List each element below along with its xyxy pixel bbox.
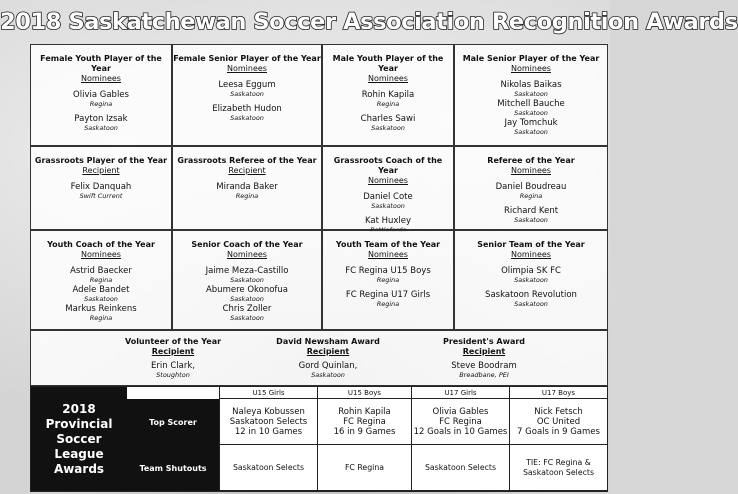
award-name: Chris Zoller	[222, 304, 272, 314]
award-category: Male Youth Player of the Year	[332, 54, 444, 73]
top-scorer-cell	[411, 399, 509, 445]
award-place: Swift Current	[79, 192, 123, 200]
award-name: FC Regina U17 Girls	[345, 290, 431, 300]
special-award-name: Steve Boodram	[451, 361, 517, 371]
award-name: Daniel Boudreau	[495, 182, 567, 192]
award-category: Referee of the Year	[487, 156, 575, 165]
top-scorer-line: FC Regina	[343, 416, 386, 427]
special-award-category: David Newsham Award	[276, 337, 380, 346]
award-place: Regina	[89, 100, 113, 108]
award-name: Felix Danquah	[70, 182, 132, 192]
award-subhead: Nominees	[81, 250, 121, 259]
award-name: Kat Huxley	[364, 216, 412, 226]
award-subhead: Recipient	[82, 166, 120, 175]
award-cell	[30, 230, 172, 330]
award-place: Saskatoon	[230, 114, 264, 122]
award-category: Female Senior Player of the Year	[173, 54, 321, 63]
award-place: Saskatoon	[230, 295, 264, 303]
award-subhead: Recipient	[228, 166, 266, 175]
award-name: Jaime Meza-Castillo	[205, 266, 289, 276]
award-place: Regina	[519, 192, 543, 200]
top-scorer-line: 12 Goals in 10 Games	[413, 426, 508, 437]
award-cell	[322, 146, 454, 230]
award-subhead: Nominees	[368, 250, 408, 259]
award-name: Abumere Okonofua	[205, 285, 289, 295]
award-place: Saskatoon	[514, 128, 548, 136]
special-award	[245, 331, 411, 379]
award-cell	[30, 146, 172, 230]
special-award-category: Volunteer of the Year	[124, 337, 222, 346]
special-award-subhead: Recipient	[462, 347, 506, 356]
award-category: Grassroots Referee of the Year	[177, 156, 317, 165]
award-category: Youth Coach of the Year	[47, 240, 155, 249]
award-cell	[172, 146, 322, 230]
award-name: Daniel Cote	[363, 192, 413, 202]
award-name: Mitchell Bauche	[497, 99, 565, 109]
award-name: Saskatoon Revolution	[485, 290, 577, 300]
award-cell	[172, 230, 322, 330]
top-scorer-cell	[509, 399, 607, 445]
award-place: Regina	[376, 100, 400, 108]
award-name: Miranda Baker	[216, 182, 278, 192]
award-name: Charles Sawi	[360, 114, 416, 124]
award-place: Regina	[235, 192, 259, 200]
award-cell	[30, 44, 172, 146]
award-name: Richard Kent	[503, 206, 559, 216]
award-name: FC Regina U15 Boys	[345, 266, 431, 276]
row-label-top-scorer: Top Scorer	[127, 399, 219, 446]
top-scorer-line: Olivia Gables	[432, 406, 489, 417]
award-name: Olimpia SK FC	[501, 266, 561, 276]
award-place: Saskatoon	[84, 295, 118, 303]
award-name: Leesa Eggum	[218, 80, 276, 90]
team-shutouts-line: Saskatoon Selects	[424, 462, 497, 472]
league-column-header: U15 Girls	[219, 387, 317, 399]
award-place: Saskatoon	[371, 202, 405, 210]
award-place: Saskatoon	[514, 90, 548, 98]
award-place: Regina	[89, 314, 113, 322]
award-subhead: Nominees	[81, 74, 121, 83]
award-category: Grassroots Coach of the Year	[333, 156, 443, 175]
award-name: Olivia Gables	[73, 90, 129, 100]
award-name: Astrid Baecker	[70, 266, 132, 276]
special-award-name: Erin Clark,	[151, 361, 195, 371]
award-subhead: Nominees	[368, 74, 408, 83]
award-category: Grassroots Player of the Year	[34, 156, 168, 165]
top-scorer-line: 16 in 9 Games	[333, 426, 396, 437]
team-shutouts-line: Saskatoon Selects	[522, 467, 595, 477]
top-scorer-line: 12 in 10 Games	[234, 426, 303, 437]
special-award-subhead: Recipient	[151, 347, 195, 356]
award-subhead: Nominees	[368, 176, 408, 185]
award-category: Female Youth Player of the Year	[40, 54, 162, 73]
award-cell	[322, 230, 454, 330]
special-award-place: Stoughton	[156, 371, 190, 379]
award-name: Jay Tomchuk	[504, 118, 558, 128]
team-shutouts-cell	[411, 445, 509, 491]
award-name: Nikolas Baikas	[500, 80, 562, 90]
league-awards-table	[30, 386, 608, 492]
team-shutouts-line: TIE: FC Regina &	[526, 457, 591, 467]
award-name: Rohin Kapila	[361, 90, 415, 100]
award-cell	[454, 146, 608, 230]
special-award-subhead: Recipient	[306, 347, 350, 356]
team-shutouts-line: FC Regina	[344, 462, 385, 472]
award-cell	[454, 230, 608, 330]
award-name: Payton Izsak	[74, 114, 128, 124]
award-cell	[172, 44, 322, 146]
award-place: Saskatoon	[514, 276, 548, 284]
top-scorer-line: Saskatoon Selects	[229, 416, 308, 427]
award-subhead: Nominees	[511, 64, 551, 73]
special-awards-cell	[30, 330, 608, 386]
award-category: Senior Team of the Year	[477, 240, 585, 249]
league-heading-line: Soccer League	[54, 431, 104, 461]
top-scorer-line: FC Regina	[439, 416, 482, 427]
league-column-header: U15 Boys	[317, 387, 411, 399]
top-scorer-line: Naleya Kobussen	[232, 406, 305, 417]
award-cell	[454, 44, 608, 146]
special-award	[103, 331, 243, 379]
award-name: Markus Reinkens	[65, 304, 137, 314]
top-scorer-cell	[317, 399, 411, 445]
award-category: Youth Team of the Year	[335, 240, 441, 249]
award-place: Regina	[89, 276, 113, 284]
award-place: Saskatoon	[230, 276, 264, 284]
top-scorer-line: Nick Fetsch	[534, 406, 583, 417]
special-award-category: President's Award	[442, 337, 526, 346]
award-subhead: Nominees	[227, 64, 267, 73]
award-place: Saskatoon	[371, 124, 405, 132]
award-place: Saskatoon	[230, 314, 264, 322]
special-award-place: Saskatoon	[311, 371, 345, 379]
row-label-team-shutouts: Team Shutouts	[127, 445, 219, 491]
award-category: Senior Coach of the Year	[191, 240, 303, 249]
league-heading-line: Awards	[53, 461, 105, 476]
top-scorer-line: OC United	[536, 416, 581, 427]
team-shutouts-cell	[317, 445, 411, 491]
award-place: Regina	[376, 300, 400, 308]
award-place: Saskatoon	[84, 124, 118, 132]
award-subhead: Nominees	[227, 250, 267, 259]
league-awards-heading	[31, 387, 127, 491]
award-place: Saskatoon	[514, 216, 548, 224]
team-shutouts-cell	[219, 445, 317, 491]
award-subhead: Nominees	[511, 250, 551, 259]
team-shutouts-cell	[509, 445, 607, 491]
team-shutouts-line: Saskatoon Selects	[232, 462, 305, 472]
top-scorer-line: 7 Goals in 9 Games	[517, 426, 600, 437]
award-place: Saskatoon	[230, 90, 264, 98]
award-category: Male Senior Player of the Year	[462, 54, 600, 63]
top-scorer-cell	[219, 399, 317, 445]
award-place: Saskatoon	[514, 300, 548, 308]
award-name: Adele Bandet	[72, 285, 130, 295]
award-place: Saskatoon	[514, 109, 548, 117]
award-cell	[322, 44, 454, 146]
league-column-header: U17 Boys	[509, 387, 607, 399]
award-name: Elizabeth Hudon	[212, 104, 282, 114]
special-award-name: Gord Quinlan,	[298, 361, 358, 371]
special-award	[419, 331, 549, 379]
league-column-header: U17 Girls	[411, 387, 509, 399]
award-subhead: Nominees	[511, 166, 551, 175]
award-place: Regina	[376, 276, 400, 284]
league-heading-line: 2018	[62, 401, 96, 416]
league-heading-line: Provincial	[45, 416, 113, 431]
special-award-place: Breadbane, PEI	[459, 371, 509, 379]
top-scorer-line: Rohin Kapila	[338, 406, 391, 417]
page-title: 2018 Saskatchewan Soccer Association Recognition Awards	[0, 9, 738, 35]
